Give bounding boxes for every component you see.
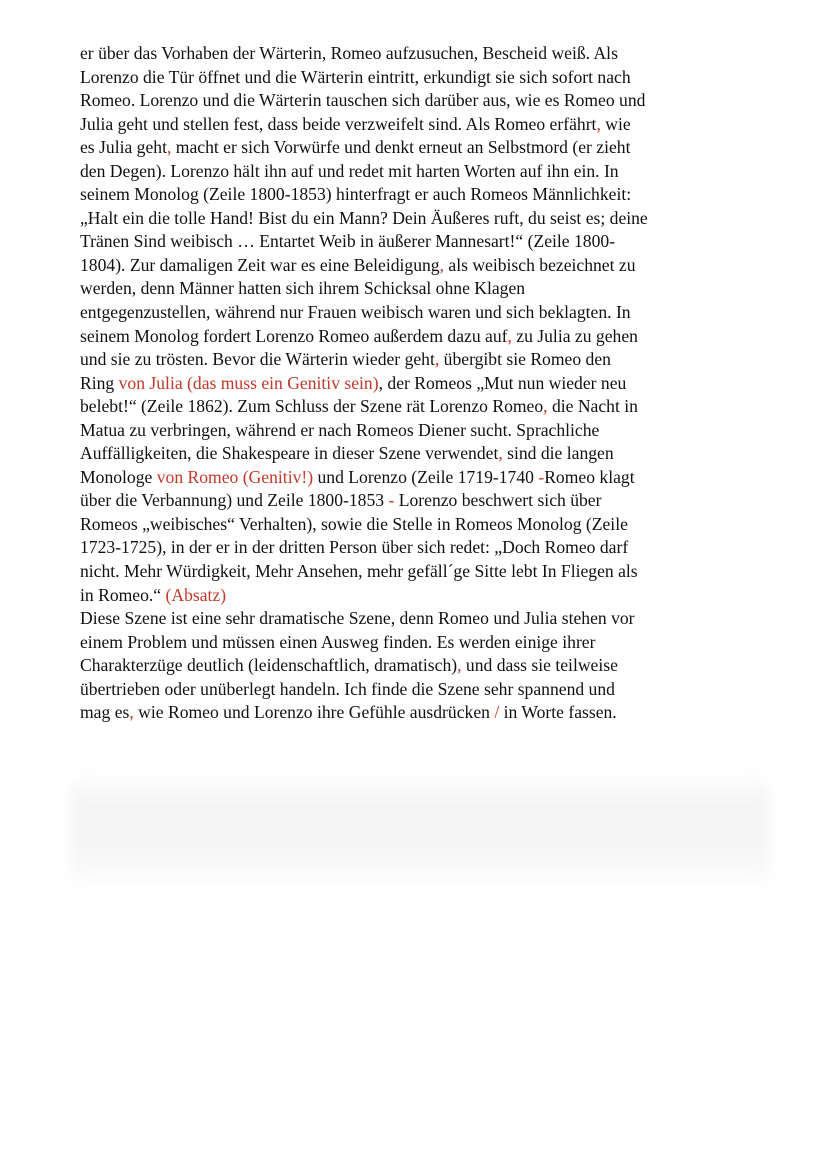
text-segment: seinem Monolog (Zeile 1800-1853) hinterfragt er auch Romeos Männlichkeit:	[80, 184, 632, 205]
correction-mark: von Romeo (Genitiv!)	[156, 466, 314, 487]
text-segment: er über das Vorhaben der Wärterin, Romeo aufzusuchen, Bescheid weiß. Als	[80, 43, 618, 63]
text-segment: die Nacht in	[547, 396, 638, 417]
text-line	[80, 254, 760, 278]
text-segment: Monologe	[80, 466, 157, 487]
text-segment: Romeo. Lorenzo und die Wärterin tauschen sich darüber aus, wie es Romeo und	[80, 90, 646, 111]
text-segment: in Worte fassen.	[499, 702, 617, 723]
text-line	[80, 301, 760, 325]
text-line	[80, 442, 760, 466]
correction-mark: ,	[543, 396, 548, 417]
text-line	[80, 466, 760, 490]
text-line	[80, 513, 760, 537]
text-line	[80, 419, 760, 443]
text-segment: es Julia geht	[80, 137, 167, 158]
correction-mark: -	[388, 490, 395, 511]
text-segment: entgegenzustellen, während nur Frauen weibisch waren und sich beklagten. In	[80, 302, 631, 323]
text-line	[80, 678, 760, 702]
text-line	[80, 160, 760, 184]
text-segment: Diese Szene ist eine sehr dramatische Szene, denn Romeo und Julia stehen vor	[80, 608, 635, 629]
correction-mark: ,	[434, 349, 440, 370]
text-line	[80, 584, 760, 608]
text-segment: Lorenzo beschwert sich über	[394, 490, 602, 511]
correction-mark: ,	[498, 443, 503, 464]
text-segment: wie	[600, 113, 631, 134]
text-segment: und dass sie teilweise	[461, 655, 618, 676]
text-line	[80, 607, 760, 631]
text-segment: übertrieben oder unüberlegt handeln. Ich finde die Szene sehr spannend und	[80, 678, 615, 699]
correction-mark: ,	[439, 254, 444, 275]
text-line	[80, 631, 760, 655]
text-segment: Matua zu verbringen, während er nach Romeos Diener sucht. Sprachliche	[80, 419, 600, 440]
text-segment: Lorenzo die Tür öffnet und die Wärterin eintritt, erkundigt sie sich sofort nach	[80, 66, 631, 87]
text-segment: werden, denn Männer hatten sich ihrem Schicksal ohne Klagen	[80, 278, 526, 299]
text-segment: Ring	[80, 372, 119, 393]
text-segment: und sie zu trösten. Bevor die Wärterin wieder geht	[80, 349, 435, 370]
text-segment: mag es	[80, 702, 130, 723]
text-line	[80, 536, 760, 560]
correction-mark: ,	[507, 325, 512, 346]
correction-mark: ,	[166, 137, 172, 158]
correction-mark: von Julia (das muss ein Genitiv sein)	[118, 372, 379, 393]
text-segment: 1723-1725), in der er in der dritten Person über sich redet: „Doch Romeo darf	[80, 537, 629, 558]
text-line	[80, 325, 760, 349]
text-segment: einem Problem und müssen einen Ausweg finden. Es werden einige ihrer	[80, 631, 596, 652]
blurred-content	[70, 770, 770, 890]
correction-mark: /	[494, 702, 500, 723]
text-line	[80, 654, 760, 678]
text-line	[80, 348, 760, 372]
text-segment: über die Verbannung) und Zeile 1800-1853	[80, 490, 389, 511]
text-line	[80, 136, 760, 160]
text-segment: Romeos „weibisches“ Verhalten), sowie die Stelle in Romeos Monolog (Zeile	[80, 513, 628, 534]
text-segment: und Lorenzo (Zeile 1719-1740	[313, 466, 539, 487]
text-line	[80, 277, 760, 301]
text-segment: belebt!“ (Zeile 1862). Zum Schluss der Szene rät Lorenzo Romeo	[80, 396, 544, 417]
text-line	[80, 113, 760, 137]
text-line	[80, 207, 760, 231]
correction-mark: (Absatz)	[165, 584, 227, 605]
correction-mark: ,	[457, 655, 462, 676]
text-segment: „Halt ein die tolle Hand! Bist du ein Mann? Dein Äußeres ruft, du seist es; deine	[80, 207, 648, 228]
text-line	[80, 230, 760, 254]
text-line	[80, 183, 760, 207]
text-segment: Charakterzüge deutlich (leidenschaftlich, dramatisch)	[80, 655, 458, 676]
text-line	[80, 66, 760, 90]
text-segment: , der Romeos „Mut nun wieder neu	[378, 372, 627, 393]
text-line	[80, 89, 760, 113]
correction-mark: -	[538, 466, 545, 487]
text-segment: als weibisch bezeichnet zu	[444, 254, 636, 275]
text-segment: den Degen). Lorenzo hält ihn auf und redet mit harten Worten auf ihn ein. In	[80, 160, 619, 181]
text-segment: Romeo klagt	[544, 466, 635, 487]
text-segment: wie Romeo und Lorenzo ihre Gefühle ausdrücken	[133, 702, 495, 723]
text-segment: 1804). Zur damaligen Zeit war es eine Beleidigung	[80, 254, 440, 275]
text-segment: Tränen Sind weibisch … Entartet Weib in äußerer Mannesart!“ (Zeile 1800-	[80, 231, 616, 252]
text-line	[80, 395, 760, 419]
text-segment: seinem Monolog fordert Lorenzo Romeo außerdem dazu auf	[80, 325, 508, 346]
text-segment: übergibt sie Romeo den	[439, 349, 611, 370]
text-segment: Julia geht und stellen fest, dass beide verzweifelt sind. Als Romeo erfährt	[80, 113, 597, 134]
text-line	[80, 372, 760, 396]
correction-mark: ,	[129, 702, 134, 723]
correction-mark: ,	[596, 113, 601, 134]
text-segment: macht er sich Vorwürfe und denkt erneut an Selbstmord (er zieht	[171, 137, 631, 158]
text-line	[80, 701, 760, 725]
text-line	[80, 489, 760, 513]
text-line	[80, 560, 760, 584]
document-body	[80, 42, 760, 725]
text-segment: zu Julia zu gehen	[511, 325, 638, 346]
text-line	[80, 42, 760, 66]
text-segment: nicht. Mehr Würdigkeit, Mehr Ansehen, mehr gefäll´ge Sitte lebt In Fliegen als	[80, 561, 638, 582]
text-segment: sind die langen	[502, 443, 614, 464]
text-segment: Auffälligkeiten, die Shakespeare in dieser Szene verwendet	[80, 443, 499, 464]
text-segment: in Romeo.“	[80, 584, 166, 605]
